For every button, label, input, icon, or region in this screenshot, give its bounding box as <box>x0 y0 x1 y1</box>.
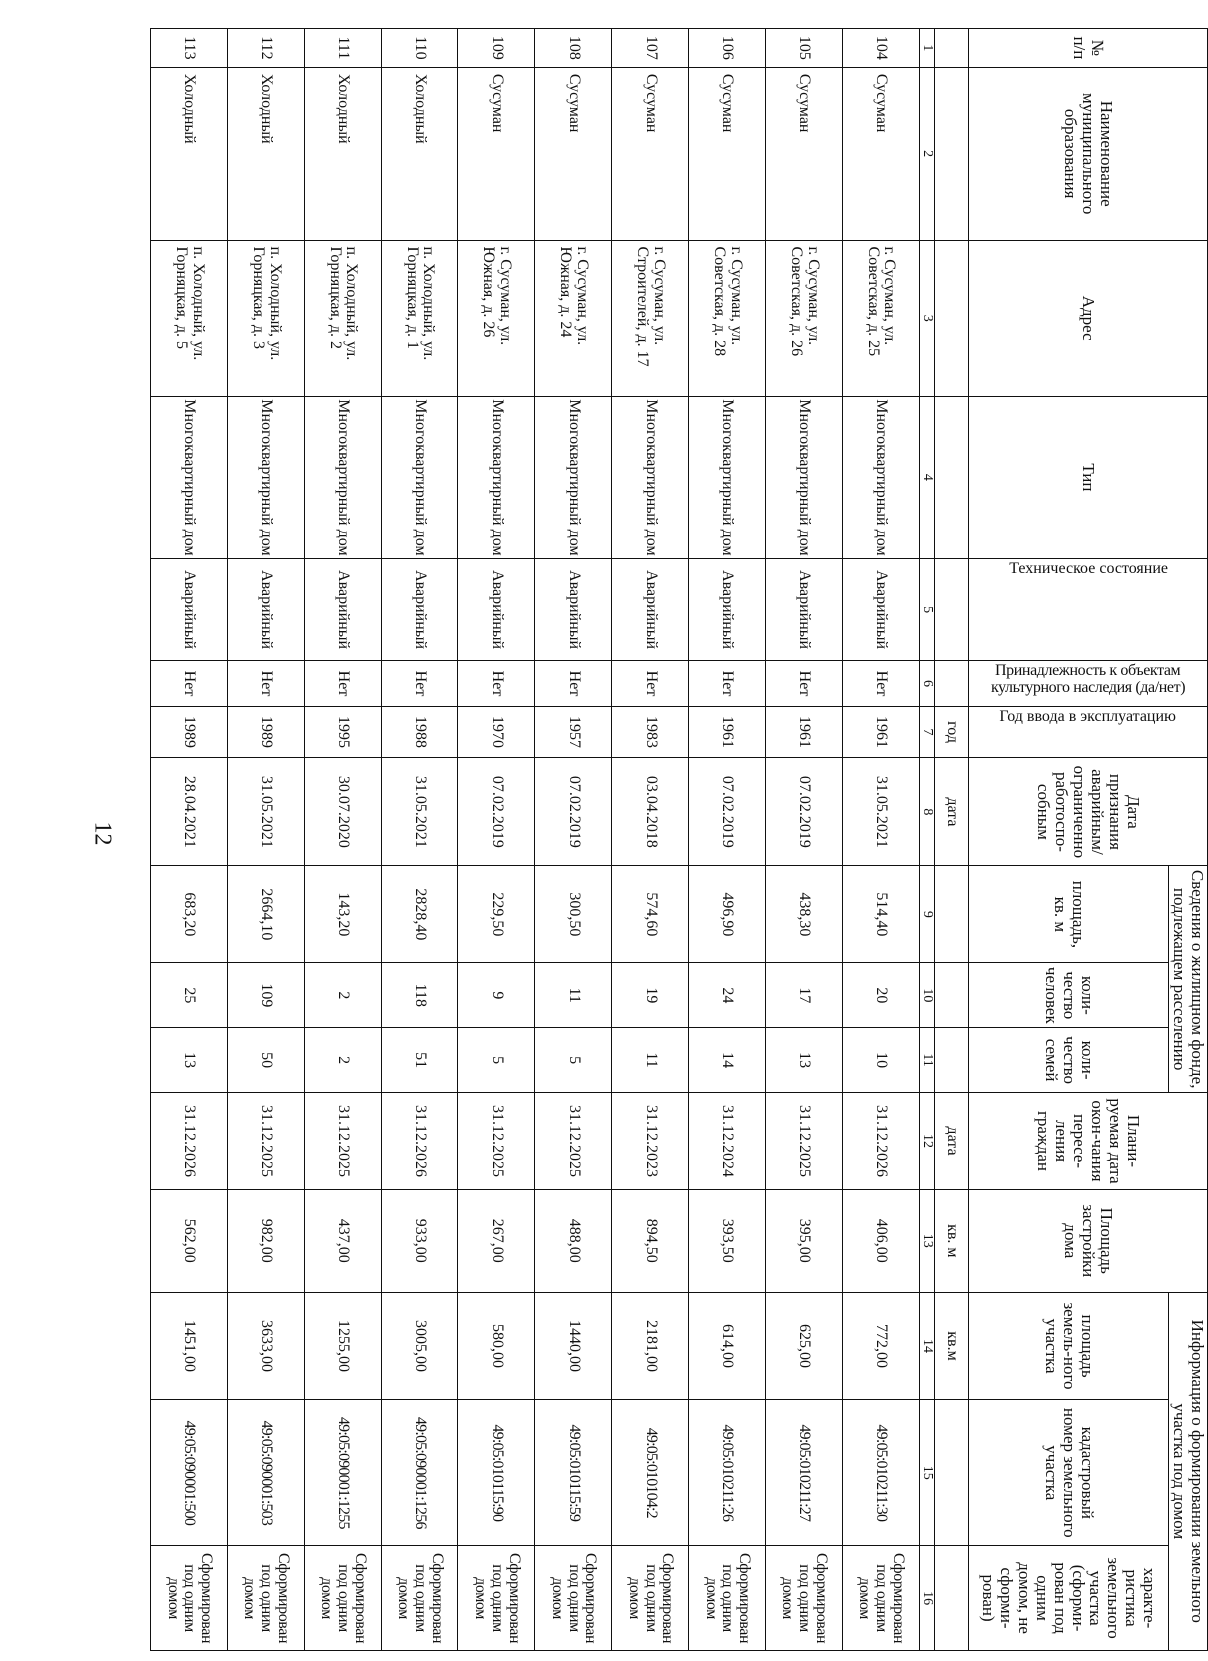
cell-tech-state: Аварийный <box>612 558 689 661</box>
column-number: 1 <box>919 29 935 68</box>
cell-year: 1983 <box>612 706 689 758</box>
cell-address: п. Холодный, ул. Горняцкая, д. 1 <box>381 240 458 396</box>
column-number: 16 <box>919 1546 935 1651</box>
column-number: 15 <box>919 1400 935 1546</box>
cell-address: п. Холодный, ул. Горняцкая, д. 5 <box>151 240 228 396</box>
cell-families: 5 <box>535 1028 612 1093</box>
cell-build-area: 933,00 <box>381 1190 458 1293</box>
cell-year: 1957 <box>535 706 612 758</box>
header-people: коли-чество человек <box>969 963 1169 1028</box>
cell-heritage: Нет <box>304 661 381 706</box>
table-row <box>227 29 304 1651</box>
cell-plan-date: 31.12.2025 <box>227 1092 304 1189</box>
cell-cadastral: 49:05:090001:1256 <box>381 1400 458 1546</box>
cell-area: 574,60 <box>612 866 689 963</box>
cell-families: 13 <box>151 1028 228 1093</box>
header-year <box>969 706 1208 758</box>
cell-land-area: 3633,00 <box>227 1292 304 1400</box>
header-tech-state <box>969 558 1208 661</box>
cell-type: Многоквартирный дом <box>227 396 304 558</box>
cell-address: п. Холодный, ул. Горняцкая, д. 3 <box>227 240 304 396</box>
cell-families: 11 <box>612 1028 689 1093</box>
cell-tech-state: Аварийный <box>842 558 919 661</box>
cell-number: 104 <box>842 29 919 68</box>
cell-families: 14 <box>689 1028 766 1093</box>
table-row <box>535 29 612 1651</box>
header-cadastral: кадастровый номер земельного участка <box>969 1400 1169 1546</box>
header-build-area: Площадь застройки дома <box>969 1190 1208 1293</box>
cell-people: 9 <box>458 963 535 1028</box>
header-address: Адрес <box>969 240 1208 396</box>
cell-land-char: Сформирован под одним домом <box>842 1546 919 1651</box>
cell-type: Многоквартирный дом <box>458 396 535 558</box>
cell-number: 106 <box>689 29 766 68</box>
cell-cadastral: 49:05:010115:59 <box>535 1400 612 1546</box>
cell-emergency-date: 07.02.2019 <box>765 758 842 866</box>
cell-cadastral: 49:05:090001:503 <box>227 1400 304 1546</box>
cell-number: 109 <box>458 29 535 68</box>
table-row <box>304 29 381 1651</box>
table-row <box>458 29 535 1651</box>
cell-plan-date: 31.12.2026 <box>842 1092 919 1189</box>
cell-land-char: Сформирован под одним домом <box>765 1546 842 1651</box>
cell-year: 1961 <box>765 706 842 758</box>
header-emergency-date: Дата признания аварийным/ ограниченно работоспо-собным <box>969 758 1208 866</box>
cell-land-char: Сформирован под одним домом <box>458 1546 535 1651</box>
cell-land-char: Сформирован под одним домом <box>151 1546 228 1651</box>
cell-emergency-date: 28.04.2021 <box>151 758 228 866</box>
cell-land-area: 625,00 <box>765 1292 842 1400</box>
unit-c9 <box>935 866 969 963</box>
cell-land-area: 772,00 <box>842 1292 919 1400</box>
cell-land-char: Сформирован под одним домом <box>227 1546 304 1651</box>
column-number: 3 <box>919 240 935 396</box>
header-year-text: Год ввода в эксплуатацию <box>999 707 1177 725</box>
cell-municipality: Холодный <box>381 67 458 240</box>
cell-year: 1970 <box>458 706 535 758</box>
header-type: Тип <box>969 396 1208 558</box>
cell-number: 111 <box>304 29 381 68</box>
unit-build-area: кв. м <box>935 1190 969 1293</box>
cell-people: 19 <box>612 963 689 1028</box>
unit-c11 <box>935 1028 969 1093</box>
cell-land-area: 2181,00 <box>612 1292 689 1400</box>
cell-cadastral: 49:05:010211:26 <box>689 1400 766 1546</box>
cell-build-area: 393,50 <box>689 1190 766 1293</box>
cell-land-char: Сформирован под одним домом <box>304 1546 381 1651</box>
cell-plan-date: 31.12.2024 <box>689 1092 766 1189</box>
unit-c2 <box>935 67 969 240</box>
cell-municipality: Сусуман <box>842 67 919 240</box>
cell-people: 2 <box>304 963 381 1028</box>
cell-type: Многоквартирный дом <box>381 396 458 558</box>
header-tech-state-text: Техническое состояние <box>1008 559 1168 577</box>
column-number: 7 <box>919 706 935 758</box>
cell-year: 1995 <box>304 706 381 758</box>
cell-emergency-date: 30.07.2020 <box>304 758 381 866</box>
cell-build-area: 267,00 <box>458 1190 535 1293</box>
table-body <box>151 29 920 1651</box>
cell-address: г. Сусуман, ул. Южная, д. 24 <box>535 240 612 396</box>
cell-area: 143,20 <box>304 866 381 963</box>
cell-cadastral: 49:05:010211:27 <box>765 1400 842 1546</box>
cell-build-area: 982,00 <box>227 1190 304 1293</box>
cell-people: 25 <box>151 963 228 1028</box>
cell-tech-state: Аварийный <box>765 558 842 661</box>
cell-heritage: Нет <box>689 661 766 706</box>
unit-c4 <box>935 396 969 558</box>
cell-build-area: 437,00 <box>304 1190 381 1293</box>
cell-families: 50 <box>227 1028 304 1093</box>
cell-plan-date: 31.12.2025 <box>535 1092 612 1189</box>
table-row <box>765 29 842 1651</box>
cell-number: 107 <box>612 29 689 68</box>
cell-land-area: 1255,00 <box>304 1292 381 1400</box>
cell-area: 496,90 <box>689 866 766 963</box>
cell-families: 13 <box>765 1028 842 1093</box>
header-families: коли-чество семей <box>969 1028 1169 1093</box>
cell-people: 11 <box>535 963 612 1028</box>
cell-year: 1988 <box>381 706 458 758</box>
header-plan-date: Плани-руемая дата окон-чания пересе-ления граждан <box>969 1092 1208 1189</box>
unit-date: дата <box>935 758 969 866</box>
cell-tech-state: Аварийный <box>535 558 612 661</box>
header-housing-group: Сведения о жилищном фонде, подлежащем расселению <box>1169 866 1208 1093</box>
cell-families: 5 <box>458 1028 535 1093</box>
cell-municipality: Сусуман <box>612 67 689 240</box>
unit-land-area: кв.м <box>935 1292 969 1400</box>
unit-c15 <box>935 1400 969 1546</box>
column-number: 13 <box>919 1190 935 1293</box>
cell-heritage: Нет <box>381 661 458 706</box>
unit-plan-date: дата <box>935 1092 969 1189</box>
header-area: площадь, кв. м <box>969 866 1169 963</box>
cell-plan-date: 31.12.2025 <box>458 1092 535 1189</box>
header-number: № п/п <box>969 29 1208 68</box>
cell-emergency-date: 07.02.2019 <box>535 758 612 866</box>
cell-area: 229,50 <box>458 866 535 963</box>
cell-emergency-date: 07.02.2019 <box>458 758 535 866</box>
column-number: 6 <box>919 661 935 706</box>
cell-type: Многоквартирный дом <box>151 396 228 558</box>
cell-type: Многоквартирный дом <box>535 396 612 558</box>
cell-plan-date: 31.12.2026 <box>381 1092 458 1189</box>
cell-plan-date: 31.12.2025 <box>304 1092 381 1189</box>
cell-year: 1961 <box>842 706 919 758</box>
cell-type: Многоквартирный дом <box>304 396 381 558</box>
cell-build-area: 562,00 <box>151 1190 228 1293</box>
header-municipality: Наименование муниципального образования <box>969 67 1208 240</box>
column-number: 4 <box>919 396 935 558</box>
cell-build-area: 406,00 <box>842 1190 919 1293</box>
cell-tech-state: Аварийный <box>381 558 458 661</box>
cell-type: Многоквартирный дом <box>765 396 842 558</box>
cell-area: 514,40 <box>842 866 919 963</box>
cell-address: п. Холодный, ул. Горняцкая, д. 2 <box>304 240 381 396</box>
cell-area: 300,50 <box>535 866 612 963</box>
cell-tech-state: Аварийный <box>304 558 381 661</box>
cell-municipality: Холодный <box>227 67 304 240</box>
cell-number: 110 <box>381 29 458 68</box>
unit-c1 <box>935 29 969 68</box>
cell-emergency-date: 07.02.2019 <box>689 758 766 866</box>
cell-address: г. Сусуман, ул. Южная, д. 26 <box>458 240 535 396</box>
cell-people: 24 <box>689 963 766 1028</box>
cell-heritage: Нет <box>151 661 228 706</box>
unit-c10 <box>935 963 969 1028</box>
header-land-area: площадь земель-ного участка <box>969 1292 1169 1400</box>
cell-emergency-date: 31.05.2021 <box>227 758 304 866</box>
table-row <box>381 29 458 1651</box>
cell-address: г. Сусуман, ул. Советская, д. 25 <box>842 240 919 396</box>
cell-heritage: Нет <box>227 661 304 706</box>
cell-people: 20 <box>842 963 919 1028</box>
cell-municipality: Сусуман <box>689 67 766 240</box>
cell-address: г. Сусуман, ул. Советская, д. 26 <box>765 240 842 396</box>
cell-cadastral: 49:05:010115:90 <box>458 1400 535 1546</box>
cell-year: 1989 <box>227 706 304 758</box>
cell-number: 105 <box>765 29 842 68</box>
table-row <box>151 29 228 1651</box>
cell-land-area: 614,00 <box>689 1292 766 1400</box>
cell-address: г. Сусуман, ул. Строителей, д. 17 <box>612 240 689 396</box>
cell-tech-state: Аварийный <box>227 558 304 661</box>
cell-tech-state: Аварийный <box>689 558 766 661</box>
unit-year: год <box>935 706 969 758</box>
page-number: 12 <box>89 821 116 846</box>
column-number: 14 <box>919 1292 935 1400</box>
cell-people: 109 <box>227 963 304 1028</box>
cell-type: Многоквартирный дом <box>689 396 766 558</box>
cell-emergency-date: 31.05.2021 <box>381 758 458 866</box>
column-number: 10 <box>919 963 935 1028</box>
cell-families: 10 <box>842 1028 919 1093</box>
resettlement-table <box>150 28 1208 1651</box>
column-number: 2 <box>919 67 935 240</box>
cell-land-area: 3005,00 <box>381 1292 458 1400</box>
cell-number: 112 <box>227 29 304 68</box>
column-number: 5 <box>919 558 935 661</box>
cell-type: Многоквартирный дом <box>612 396 689 558</box>
cell-plan-date: 31.12.2026 <box>151 1092 228 1189</box>
cell-heritage: Нет <box>535 661 612 706</box>
cell-cadastral: 49:05:010104:2 <box>612 1400 689 1546</box>
cell-number: 113 <box>151 29 228 68</box>
cell-area: 2828,40 <box>381 866 458 963</box>
header-heritage <box>969 661 1208 706</box>
column-number: 12 <box>919 1092 935 1189</box>
cell-year: 1989 <box>151 706 228 758</box>
cell-land-area: 580,00 <box>458 1292 535 1400</box>
cell-land-char: Сформирован под одним домом <box>381 1546 458 1651</box>
table-row <box>612 29 689 1651</box>
cell-families: 51 <box>381 1028 458 1093</box>
cell-heritage: Нет <box>612 661 689 706</box>
cell-municipality: Сусуман <box>765 67 842 240</box>
cell-area: 2664,10 <box>227 866 304 963</box>
cell-municipality: Холодный <box>304 67 381 240</box>
unit-c16 <box>935 1546 969 1651</box>
cell-land-area: 1451,00 <box>151 1292 228 1400</box>
cell-heritage: Нет <box>458 661 535 706</box>
column-number: 11 <box>919 1028 935 1093</box>
cell-build-area: 894,50 <box>612 1190 689 1293</box>
unit-c5 <box>935 558 969 661</box>
cell-land-char: Сформирован под одним домом <box>535 1546 612 1651</box>
cell-emergency-date: 03.04.2018 <box>612 758 689 866</box>
cell-people: 17 <box>765 963 842 1028</box>
column-number: 9 <box>919 866 935 963</box>
cell-cadastral: 49:05:090001:500 <box>151 1400 228 1546</box>
cell-heritage: Нет <box>765 661 842 706</box>
table-row <box>689 29 766 1651</box>
cell-families: 2 <box>304 1028 381 1093</box>
header-heritage-text: Принадлежность к объектам культурного наследия (да/нет) <box>991 662 1186 697</box>
cell-emergency-date: 31.05.2021 <box>842 758 919 866</box>
cell-land-char: Сформирован под одним домом <box>612 1546 689 1651</box>
cell-build-area: 488,00 <box>535 1190 612 1293</box>
cell-tech-state: Аварийный <box>458 558 535 661</box>
cell-municipality: Холодный <box>151 67 228 240</box>
table-row <box>842 29 919 1651</box>
rotated-table-wrapper <box>150 28 1208 1651</box>
cell-number: 108 <box>535 29 612 68</box>
cell-cadastral: 49:05:090001:1255 <box>304 1400 381 1546</box>
cell-area: 683,20 <box>151 866 228 963</box>
cell-land-char: Сформирован под одним домом <box>689 1546 766 1651</box>
cell-municipality: Сусуман <box>535 67 612 240</box>
cell-year: 1961 <box>689 706 766 758</box>
header-land-group: Информация о формировании земельного участка под домом <box>1169 1292 1208 1650</box>
cell-plan-date: 31.12.2025 <box>765 1092 842 1189</box>
header-land-char: характе-ристика земельного участка (сформи-рован под одним домом, не сформи-рован) <box>969 1546 1169 1651</box>
cell-cadastral: 49:05:010211:30 <box>842 1400 919 1546</box>
cell-land-area: 1440,00 <box>535 1292 612 1400</box>
cell-address: г. Сусуман, ул. Советская, д. 28 <box>689 240 766 396</box>
unit-c3 <box>935 240 969 396</box>
cell-build-area: 395,00 <box>765 1190 842 1293</box>
cell-tech-state: Аварийный <box>151 558 228 661</box>
cell-type: Многоквартирный дом <box>842 396 919 558</box>
column-number: 8 <box>919 758 935 866</box>
cell-plan-date: 31.12.2023 <box>612 1092 689 1189</box>
cell-area: 438,30 <box>765 866 842 963</box>
cell-municipality: Сусуман <box>458 67 535 240</box>
cell-heritage: Нет <box>842 661 919 706</box>
unit-c6 <box>935 661 969 706</box>
cell-people: 118 <box>381 963 458 1028</box>
